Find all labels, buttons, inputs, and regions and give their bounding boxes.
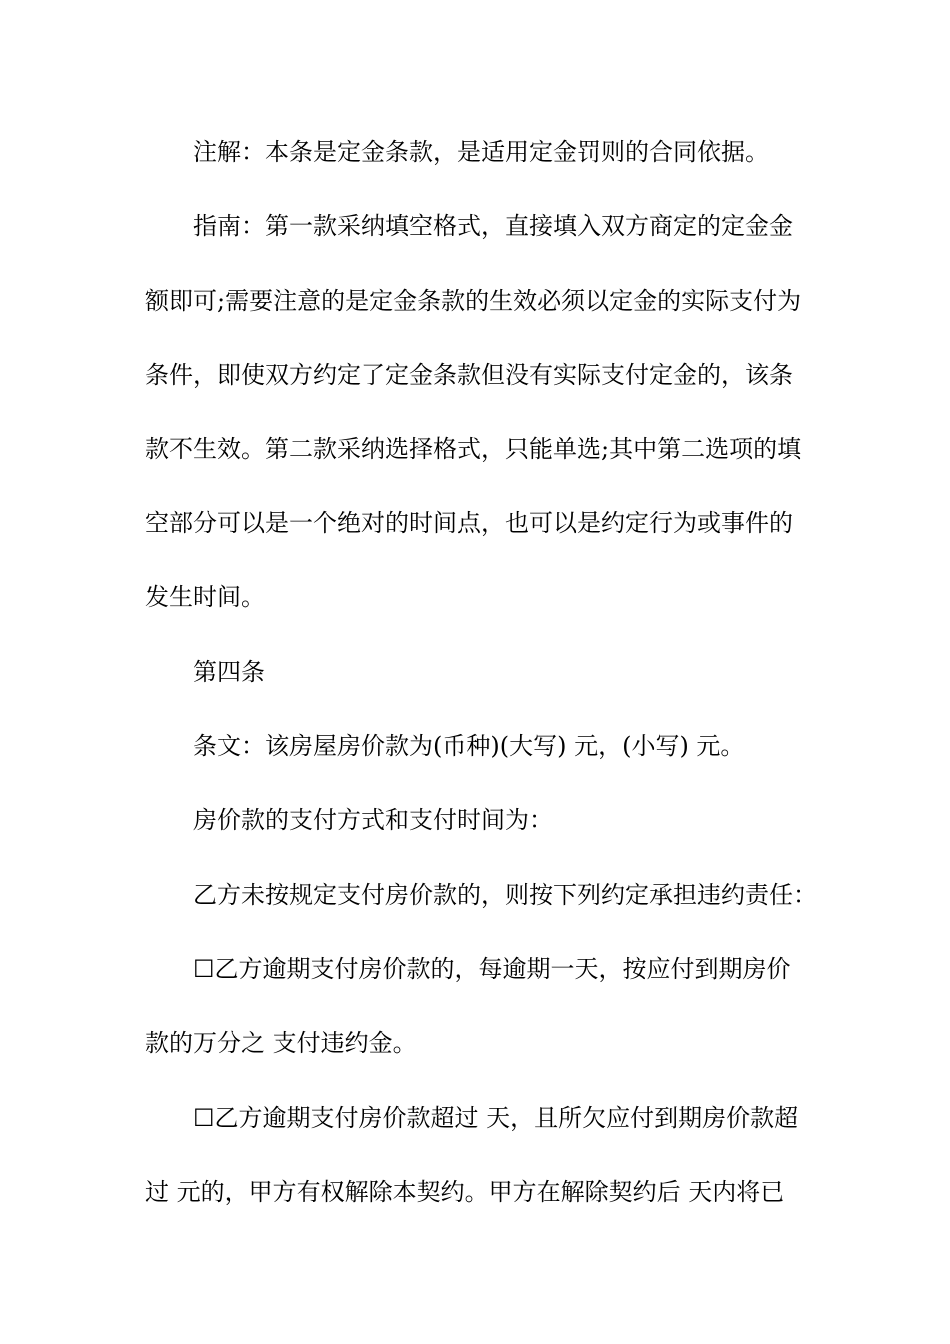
guide-paragraph-line: 额即可;需要注意的是定金条款的生效必须以定金的实际支付为	[145, 287, 802, 315]
guide-paragraph-line: 条件，即使双方约定了定金条款但没有实际支付定金的，该条	[145, 361, 793, 389]
option-one-line: ☐乙方逾期支付房价款的，每逾期一天，按应付到期房价	[193, 955, 791, 983]
annotation-paragraph-line: 注解：本条是定金条款，是适用定金罚则的合同依据。	[193, 138, 769, 166]
option-one-line: 款的万分之 支付违约金。	[145, 1029, 417, 1057]
guide-paragraph-line: 发生时间。	[145, 583, 265, 611]
option-two-line: 过 元的，甲方有权解除本契约。甲方在解除契约后 天内将已	[145, 1178, 785, 1206]
article-heading: 第四条	[193, 658, 265, 686]
guide-paragraph-line: 款不生效。第二款采纳选择格式，只能单选;其中第二选项的填	[145, 435, 802, 463]
option-two-line: ☐乙方逾期支付房价款超过 天，且所欠应付到期房价款超	[193, 1104, 799, 1132]
breach-liability-line: 乙方未按规定支付房价款的，则按下列约定承担违约责任：	[193, 881, 817, 909]
guide-paragraph-line: 指南：第一款采纳填空格式，直接填入双方商定的定金金	[193, 212, 793, 240]
clause-text-line: 条文：该房屋房价款为(币种)(大写) 元，(小写) 元。	[193, 732, 745, 760]
payment-method-line: 房价款的支付方式和支付时间为：	[193, 806, 553, 834]
guide-paragraph-line: 空部分可以是一个绝对的时间点，也可以是约定行为或事件的	[145, 509, 793, 537]
